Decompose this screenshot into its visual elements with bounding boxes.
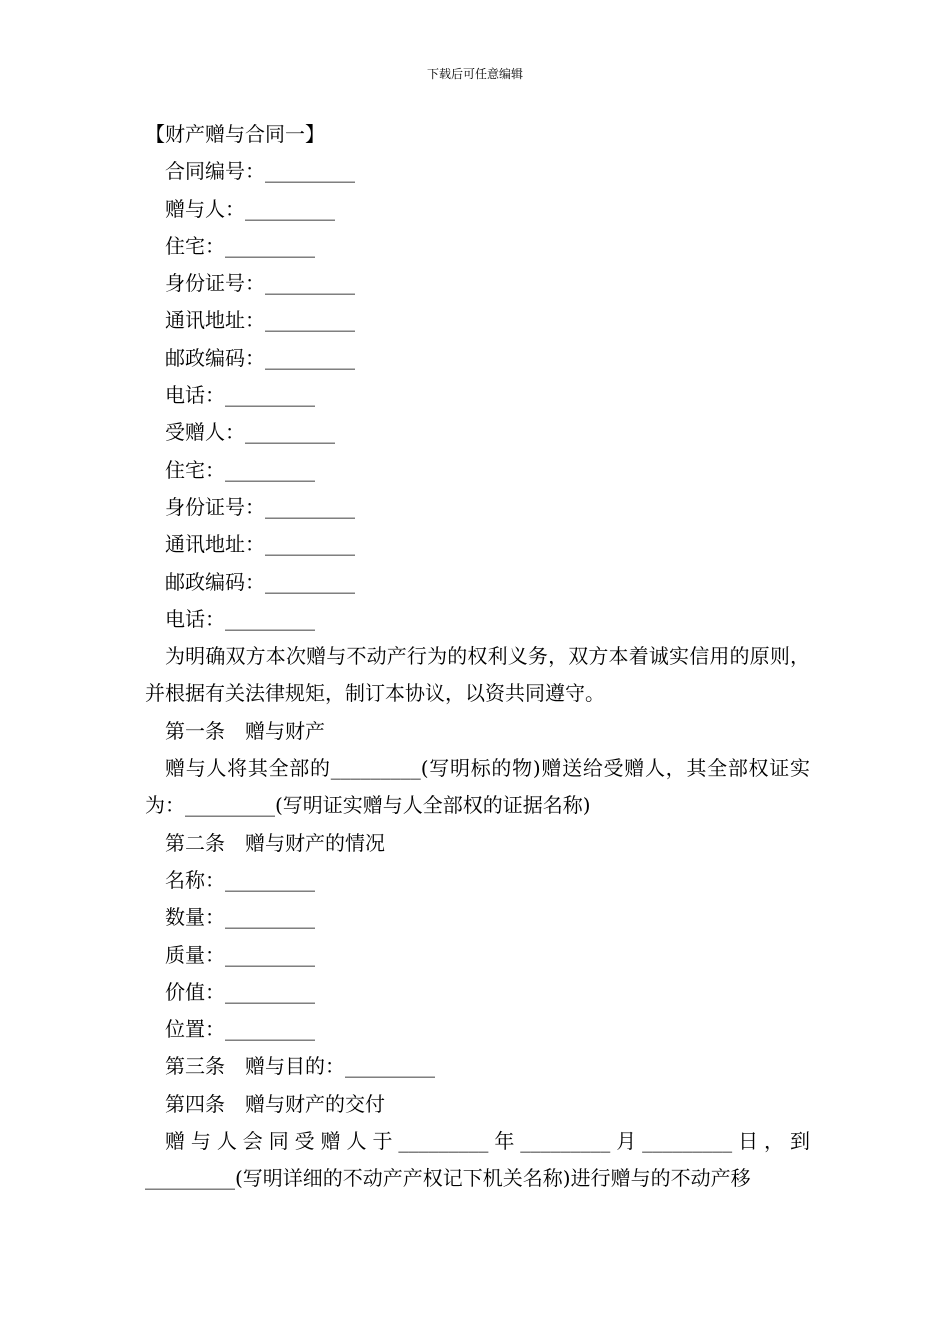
donee-postcode-field: 邮政编码：_________ <box>165 569 355 594</box>
property-name-field: 名称：_________ <box>165 867 315 892</box>
article-1-heading <box>145 713 810 750</box>
article-4-heading <box>145 1086 810 1123</box>
donor-id-field: 身份证号：_________ <box>165 271 355 296</box>
property-quality-field: 质量：_________ <box>165 942 315 967</box>
donor-address-field: 通讯地址：_________ <box>165 308 355 333</box>
donor-name-field: 赠与人：_________ <box>165 196 335 221</box>
article-1-body: 赠与人将其全部的_________(写明标的物)赠送给受赠人，其全部权证实为：_________(写明证实赠与人全部权的证据名称) <box>145 756 810 818</box>
property-quantity-field: 数量：_________ <box>165 905 315 930</box>
donee-name-field: 受赠人：_________ <box>165 420 335 445</box>
article-4-title: 赠与财产的交付 <box>245 1091 385 1116</box>
property-location-field: 位置：_________ <box>165 1017 315 1042</box>
article-2-title: 赠与财产的情况 <box>245 830 385 855</box>
donee-residence-field: 住宅：_________ <box>165 457 315 482</box>
preamble-paragraph: 为明确双方本次赠与不动产行为的权利义务，双方本着诚实信用的原则，并根据有关法律规矩，制订本协议，以资共同遵守。 <box>145 644 810 706</box>
article-1-number: 第一条 <box>165 718 225 743</box>
article-3-number: 第三条 <box>165 1054 225 1079</box>
donor-residence-field: 住宅：_________ <box>165 233 315 258</box>
article-2-number: 第二条 <box>165 830 225 855</box>
article-2-heading <box>145 825 810 862</box>
article-4-body: 赠与人会同受赠人于_________年_________月_________日，到_________(写明详细的不动产产权记下机关名称)进行赠与的不动产移 <box>145 1129 810 1191</box>
contract-number-field: 合同编号：_________ <box>165 159 355 184</box>
article-1-title: 赠与财产 <box>245 718 325 743</box>
donee-id-field: 身份证号：_________ <box>165 494 355 519</box>
page-header: 下载后可任意编辑 <box>426 67 523 81</box>
donor-phone-field: 电话：_________ <box>165 383 315 408</box>
property-value-field: 价值：_________ <box>165 979 315 1004</box>
article-3-heading <box>145 1048 810 1085</box>
document-title: 【财产赠与合同一】 <box>145 122 325 146</box>
donor-postcode-field: 邮政编码：_________ <box>165 345 355 370</box>
donee-phone-field: 电话：_________ <box>165 606 315 631</box>
article-3-title: 赠与目的：_________ <box>245 1054 435 1079</box>
document-body <box>145 116 810 1198</box>
article-4-number: 第四条 <box>165 1091 225 1116</box>
donee-address-field: 通讯地址：_________ <box>165 532 355 557</box>
